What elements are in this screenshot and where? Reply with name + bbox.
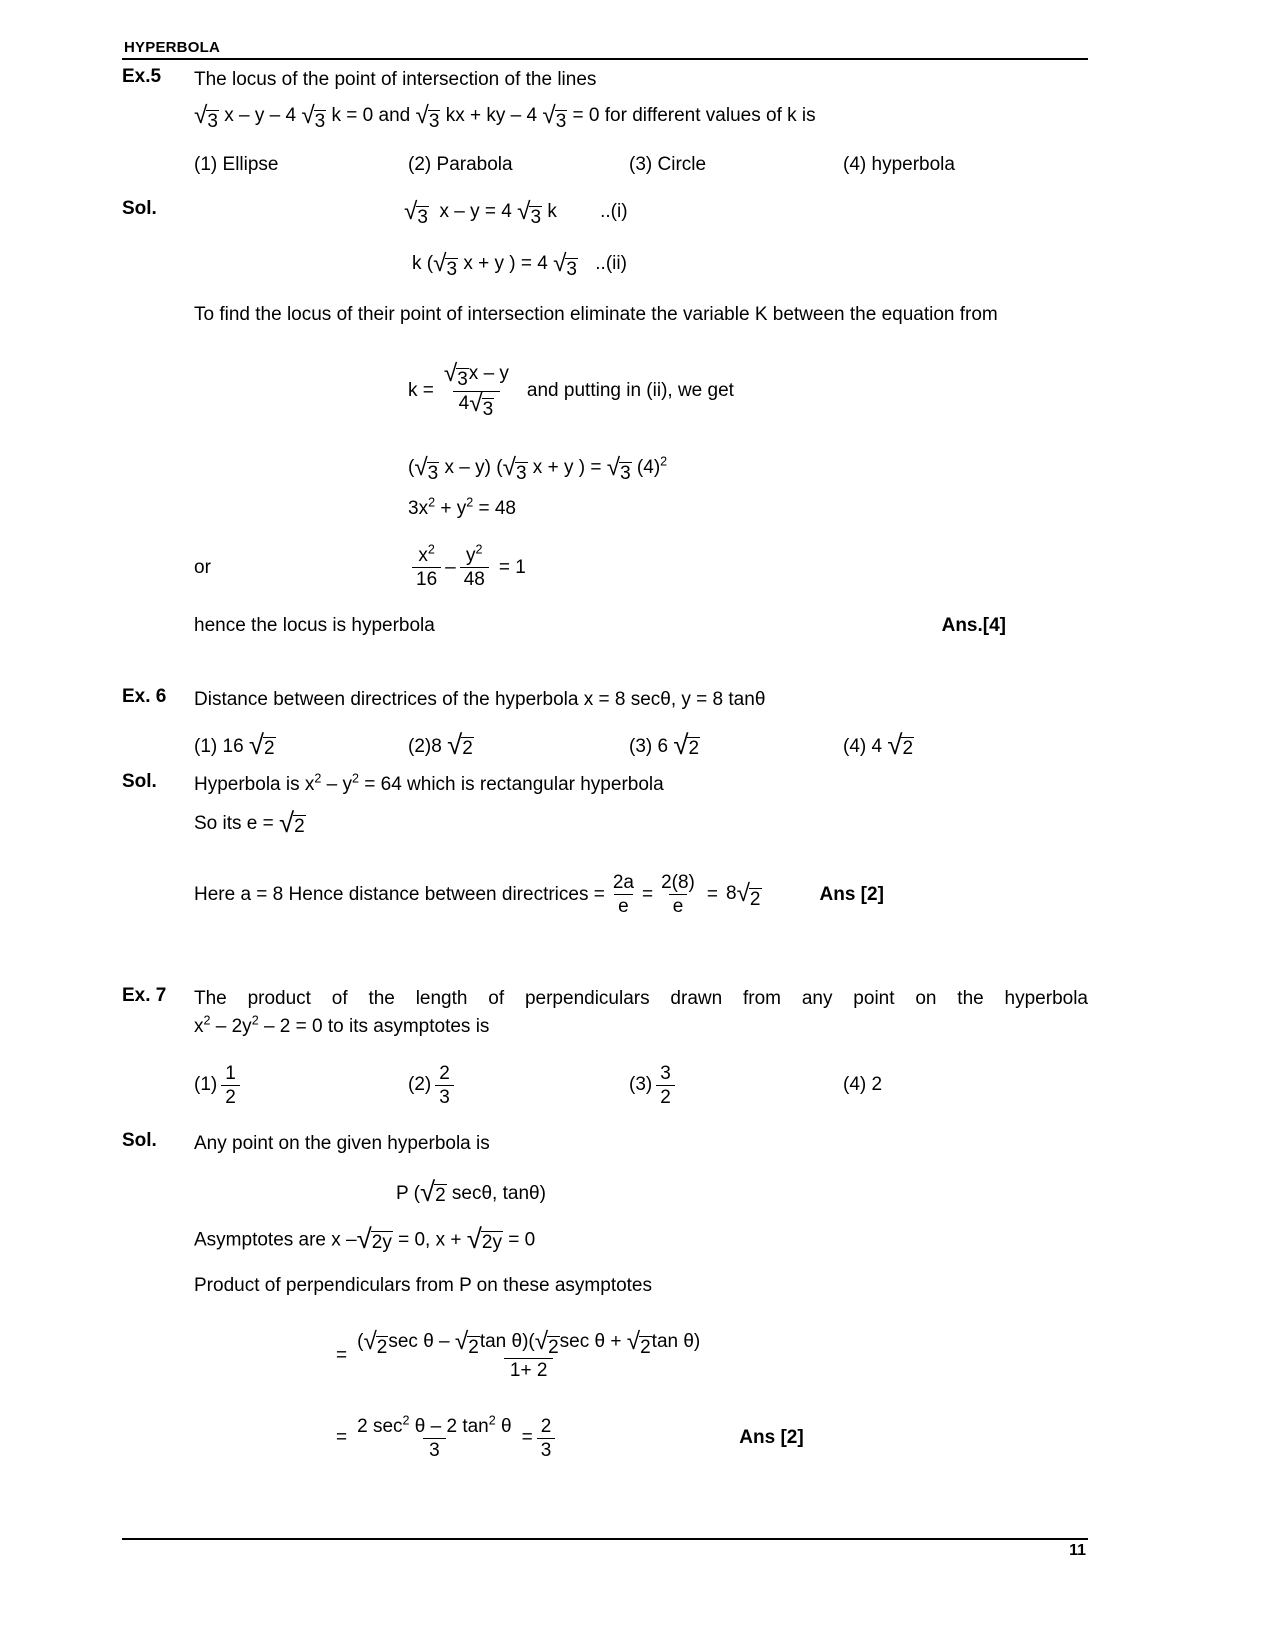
- expanded-c: = 48: [473, 498, 516, 520]
- sqrt-2-icon: √ 2: [887, 729, 914, 761]
- sol5-eq-i: [404, 198, 1088, 228]
- sqrt-2-icon: √ 2: [363, 1327, 388, 1358]
- option-2[interactable]: [408, 729, 629, 761]
- sol5-product-equation: [408, 454, 1088, 484]
- footer-divider: [122, 1538, 1088, 1540]
- example-7-label: Ex. 7: [122, 985, 167, 1007]
- page-number: 11: [1069, 1542, 1086, 1559]
- directrix-fraction-2: [657, 872, 699, 918]
- option-3[interactable]: [629, 1063, 843, 1109]
- sqrt-3-icon: √ 3: [553, 250, 577, 281]
- option-1[interactable]: [194, 1063, 408, 1109]
- sqrt-2y-icon: √ 2y: [356, 1223, 392, 1255]
- final-frac-equals: =: [336, 1427, 348, 1449]
- option-4-value: 2: [871, 1074, 883, 1096]
- option-1-label: Ellipse: [222, 153, 279, 175]
- sol6-result: [726, 880, 762, 910]
- bf-p2: sec θ –: [388, 1330, 450, 1352]
- sol7-big-fraction-row: [336, 1327, 1088, 1382]
- option-2[interactable]: [408, 1063, 629, 1109]
- prod-rhs-exponent: 2: [660, 454, 668, 469]
- sol6-line-3: [194, 872, 1088, 918]
- bf-r3: 2: [548, 1336, 559, 1358]
- big-frac-denominator: 1+ 2: [504, 1358, 554, 1381]
- sol7-line-1: Any point on the given hyperbola is: [194, 1133, 490, 1155]
- example-6-label: Ex. 6: [122, 685, 167, 707]
- directrix-fraction-1: [609, 872, 638, 918]
- sol7-product-text: Product of perpendiculars from P on these asymptotes: [194, 1274, 653, 1296]
- sqrt-2y-icon: √ 2y: [466, 1223, 502, 1255]
- asym-suffix: = 0: [508, 1229, 536, 1251]
- k-num-tail: x – y: [468, 362, 509, 384]
- final-frac-denominator: 3: [423, 1438, 446, 1461]
- bf-r1: 2: [376, 1336, 388, 1358]
- example-6-question-text: Distance between directrices of the hyperbola x = 8 secθ, y = 8 tanθ: [194, 688, 766, 710]
- term2-num-exp: 2: [475, 542, 483, 557]
- standard-form-term-1: [412, 542, 441, 591]
- sqrt-3-icon: √ 3: [414, 453, 439, 484]
- point-close: secθ, tanθ): [451, 1182, 546, 1204]
- final-result-denominator: 3: [537, 1438, 556, 1461]
- sol6-l1-b: – y: [321, 773, 352, 795]
- sol5-eq-i-k: k: [547, 200, 557, 222]
- sqrt-2-icon: √ 2: [736, 880, 761, 911]
- sqrt-2-icon: √ 2: [534, 1327, 559, 1358]
- final-simplified-fraction: [351, 1413, 517, 1462]
- prod-open: (: [408, 456, 415, 478]
- sqrt-3-icon: √ 3: [502, 453, 527, 484]
- k-tail-text: and putting in (ii), we get: [526, 380, 734, 402]
- sol6-l2-radicand: 2: [294, 815, 305, 837]
- frac1-denominator: e: [614, 894, 633, 917]
- sol5-eq-ii: [412, 250, 1088, 280]
- option-1-numerator: 1: [225, 1062, 236, 1084]
- page-content: [122, 40, 1088, 1461]
- sqrt-3-icon: √ 3: [433, 250, 458, 281]
- eq5-part-c: kx + ky – 4: [445, 105, 538, 127]
- example-5-equation-line: [194, 102, 1088, 133]
- solution-5-body: [194, 198, 1088, 640]
- bf-p1: (: [357, 1330, 364, 1352]
- sqrt-3-icon: √ 3: [517, 198, 542, 229]
- option-1-denominator: 2: [221, 1085, 240, 1108]
- option-4[interactable]: [843, 154, 955, 176]
- sqrt-2-icon: √ 2: [447, 729, 473, 761]
- option-2-numerator: 2: [439, 1062, 450, 1084]
- sol5-k-expression: [408, 360, 1088, 421]
- eq5-part-d: = 0 for different values of k is: [572, 105, 816, 127]
- sol6-line-2: [194, 806, 1088, 838]
- option-3-denominator: 2: [656, 1085, 675, 1108]
- example-6-question: [122, 686, 1088, 714]
- sol7-asymptotes: [194, 1223, 1088, 1255]
- ex7-q2-c: – 2 = 0 to its asymptotes is: [258, 1016, 490, 1037]
- term1-num-base: x: [418, 544, 428, 566]
- big-frac-numerator: [351, 1327, 706, 1359]
- option-1-number: (1): [194, 153, 218, 175]
- expanded-b-exp: 2: [466, 495, 474, 510]
- prod-end: x + y ) =: [532, 456, 602, 478]
- term1-numerator: [414, 542, 438, 567]
- option-1-radicand: 2: [264, 738, 275, 760]
- ex7-q2-exp1: 2: [203, 1013, 211, 1028]
- option-4-label: hyperbola: [871, 153, 955, 175]
- option-3-radicand: 2: [688, 738, 700, 760]
- final-frac-numerator: [351, 1413, 517, 1438]
- option-3-number: (3) 6: [629, 736, 669, 758]
- k-fraction-numerator: [438, 360, 515, 391]
- solution-label: Sol.: [122, 770, 157, 792]
- option-2-number: (2): [408, 1074, 432, 1096]
- option-1[interactable]: [194, 154, 408, 176]
- option-4[interactable]: [843, 729, 914, 761]
- example-5-question-text: The locus of the point of intersection of the lines: [194, 68, 597, 90]
- option-3-numerator: 3: [660, 1062, 671, 1084]
- option-3-fraction: [656, 1063, 675, 1109]
- sol6-l1-exp1: 2: [314, 771, 322, 786]
- answer-badge-ex6: Ans [2]: [819, 883, 884, 905]
- example-7-options: [194, 1063, 1088, 1109]
- option-4-number: (4): [843, 1074, 867, 1096]
- example-5-options: [194, 154, 1088, 176]
- option-2[interactable]: [408, 154, 629, 176]
- page-footer: [122, 1538, 1088, 1560]
- option-2-denominator: 3: [435, 1085, 454, 1108]
- k-fraction: [438, 360, 515, 421]
- sol5-conclusion: hence the locus is hyperbola: [194, 615, 435, 637]
- sol6-result-radicand: 2: [749, 889, 761, 911]
- frac2-numerator: 2(8): [661, 871, 695, 893]
- solution-7-body: [194, 1130, 1088, 1207]
- option-4-number: (4): [843, 153, 867, 175]
- solution-label: Sol.: [122, 197, 157, 219]
- sqrt-2-icon: √ 2: [419, 1176, 446, 1208]
- point-open: P (: [396, 1182, 420, 1204]
- ex7-question-line-2: [194, 1013, 1088, 1041]
- sol7-final-row: [336, 1413, 1088, 1462]
- example-5-question: [122, 66, 1088, 94]
- option-2-number: (2): [408, 153, 432, 175]
- example-6-solution: [122, 771, 1088, 918]
- example-7-question: [122, 985, 1088, 1040]
- eq5-part-b: k = 0 and: [331, 105, 411, 127]
- bf-p3: tan θ)(: [479, 1330, 535, 1352]
- prod-rhs: (4): [636, 456, 661, 478]
- example-5-solution: [122, 198, 1088, 640]
- bf-p5: tan θ): [651, 1330, 701, 1352]
- option-3[interactable]: [629, 729, 843, 761]
- ex7-q2-a: x: [194, 1016, 204, 1037]
- frac2-denominator: e: [669, 894, 688, 917]
- ex7-question-line-1: The product of the length of perpendiculars drawn from any point on the hyperbola: [194, 988, 1088, 1010]
- option-1[interactable]: [194, 729, 408, 761]
- standard-form-equals: = 1: [498, 556, 526, 578]
- final-result-numerator: 2: [540, 1415, 552, 1437]
- solution-6-body: [194, 771, 1088, 918]
- sqrt-3-icon: √ 3: [415, 102, 440, 133]
- ff-b: θ – 2 tan: [409, 1415, 489, 1437]
- example-7-question-text: [194, 985, 1088, 1040]
- sqrt-3-icon: √ 3: [606, 453, 631, 484]
- eq5-part-a: x – y – 4: [224, 105, 297, 127]
- minus-sign: –: [445, 556, 456, 578]
- ex7-q2-exp2: 2: [251, 1013, 259, 1028]
- answer-badge-ex5: Ans.[4]: [941, 615, 1006, 637]
- sqrt-3-icon: √ 3: [443, 360, 468, 391]
- sqrt-2-icon: √ 2: [673, 729, 700, 761]
- sol5-eq-i-text: x – y = 4: [439, 200, 512, 222]
- page-header-title: HYPERBOLA: [124, 39, 220, 56]
- option-3-number: (3): [629, 153, 653, 175]
- expanded-a: 3x: [408, 498, 429, 520]
- sqrt-3-icon: √ 3: [469, 390, 494, 421]
- option-2-radicand: 2: [462, 738, 473, 760]
- final-result-fraction: [537, 1416, 556, 1462]
- option-1-number: (1) 16: [194, 736, 244, 758]
- sol5-eq-ii-head: k (: [412, 252, 434, 274]
- sol5-conclusion-row: [194, 612, 1088, 640]
- sol6-l1-c: = 64 which is rectangular hyperbola: [358, 773, 664, 795]
- sol6-l1-a: Hyperbola is x: [194, 773, 315, 795]
- option-3-number: (3): [629, 1074, 653, 1096]
- term2-numerator: [462, 542, 486, 567]
- k-den-head: 4: [458, 392, 470, 414]
- k-fraction-denominator: [453, 391, 501, 420]
- bf-p4: sec θ +: [559, 1330, 622, 1352]
- perpendicular-product-fraction: [351, 1327, 706, 1382]
- expanded-b: + y: [435, 498, 467, 520]
- final-equals-2: =: [521, 1427, 533, 1449]
- option-2-fraction: [435, 1063, 454, 1109]
- bf-r2: 2: [468, 1336, 479, 1358]
- asym-radicand-2: 2y: [481, 1232, 502, 1254]
- sqrt-3-icon: √ 3: [194, 102, 218, 133]
- example-7-solution: [122, 1130, 1088, 1207]
- expanded-a-exp: 2: [428, 495, 436, 510]
- option-3-label: Circle: [657, 153, 707, 175]
- asym-middle: = 0, x +: [398, 1229, 462, 1251]
- sol7-point: [396, 1176, 1088, 1208]
- sqrt-2-icon: √ 2: [454, 1327, 479, 1358]
- sol6-l2-text: So its e =: [194, 813, 274, 835]
- term2-denominator: 48: [460, 567, 489, 590]
- sqrt-3-icon: √ 3: [542, 102, 567, 133]
- prod-mid: x – y) (: [444, 456, 503, 478]
- ex7-q2-b: – 2y: [210, 1016, 252, 1037]
- header-divider: [122, 58, 1088, 60]
- sqrt-3-icon: √ 3: [301, 102, 326, 133]
- big-frac-equals: =: [336, 1345, 348, 1367]
- sqrt-3-icon: √ 3: [404, 198, 428, 229]
- sol6-result-coeff: 8: [726, 882, 737, 904]
- option-1-fraction: [221, 1063, 240, 1109]
- option-4-radicand: 2: [902, 738, 914, 760]
- k-equals-label: k =: [408, 380, 434, 402]
- option-3[interactable]: [629, 154, 843, 176]
- sqrt-2-icon: √ 2: [279, 806, 305, 838]
- asym-prefix: Asymptotes are x –: [194, 1229, 357, 1251]
- frac1-numerator: 2a: [612, 871, 634, 893]
- sol6-l3-text: Here a = 8 Hence distance between directrices =: [194, 883, 605, 905]
- term2-num-base: y: [466, 544, 476, 566]
- solution-label: Sol.: [122, 1130, 157, 1152]
- ff-a-exp: 2: [402, 1413, 410, 1428]
- standard-form-term-2: [460, 542, 489, 591]
- sol6-l1-exp2: 2: [352, 771, 359, 786]
- equals-sign-2: =: [706, 883, 718, 905]
- option-1-number: (1): [194, 1074, 218, 1096]
- equation-ref-i: ..(i): [600, 200, 628, 222]
- ff-c: θ: [495, 1415, 512, 1437]
- term1-denominator: 16: [412, 567, 441, 590]
- equation-ref-ii: ..(ii): [595, 252, 627, 274]
- example-6-options: [194, 729, 1088, 761]
- option-4-number: (4) 4: [843, 736, 883, 758]
- sqrt-2-icon: √ 2: [248, 729, 275, 761]
- or-label: or: [194, 556, 211, 578]
- equals-sign: =: [641, 883, 654, 905]
- sol5-eq-ii-body: x + y ) = 4: [463, 252, 548, 274]
- option-4[interactable]: [843, 1074, 882, 1096]
- ff-a: 2 sec: [357, 1415, 403, 1437]
- answer-badge-ex7: Ans [2]: [739, 1427, 804, 1449]
- sol5-standard-form-row: [194, 542, 1088, 591]
- sol5-expanded-equation: [408, 495, 1088, 523]
- sol5-explanation: To find the locus of their point of intersection eliminate the variable K between the equation from: [194, 304, 998, 326]
- sqrt-2-icon: √ 2: [626, 1327, 651, 1358]
- point-radicand: 2: [435, 1185, 446, 1207]
- option-2-label: Parabola: [436, 153, 513, 175]
- bf-r4: 2: [640, 1336, 651, 1358]
- example-5-label: Ex.5: [122, 65, 162, 87]
- option-2-number: (2)8: [408, 736, 442, 758]
- asym-radicand-1: 2y: [371, 1232, 392, 1254]
- ff-b-exp: 2: [488, 1413, 496, 1428]
- term1-num-exp: 2: [427, 542, 435, 557]
- sol6-line-1: [194, 771, 1088, 799]
